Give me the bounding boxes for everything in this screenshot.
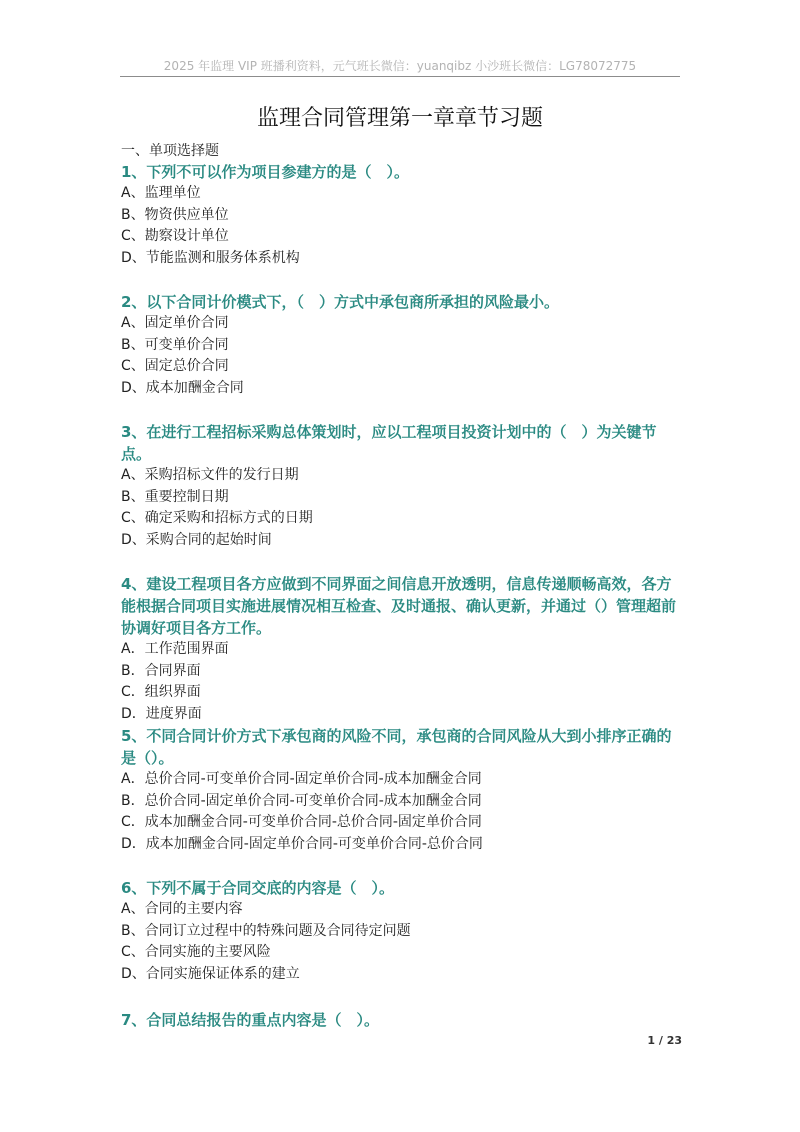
option-d: D、合同实施保证体系的建立 xyxy=(121,965,300,982)
option-a: A．工作范围界面 xyxy=(121,641,229,657)
option-b: B、可变单价合同 xyxy=(121,336,229,353)
option-d: D、成本加酬金合同 xyxy=(121,379,244,396)
option-b: B、物资供应单位 xyxy=(121,206,229,223)
question-stem: 5、不同合同计价方式下承包商的风险不同，承包商的合同风险从大到小排序正确的是（）。 xyxy=(121,727,672,767)
question-1 xyxy=(121,161,685,269)
option-c: C．组织界面 xyxy=(121,684,201,700)
document-title: 监理合同管理第一章章节习题 xyxy=(256,106,543,131)
question-7 xyxy=(121,1009,685,1031)
option-c: C、勘察设计单位 xyxy=(121,228,229,244)
option-b: B．总价合同-固定单价合同-可变单价合同-成本加酬金合同 xyxy=(121,792,482,809)
option-a: A、合同的主要内容 xyxy=(121,901,243,917)
option-b: B．合同界面 xyxy=(121,662,201,679)
option-d: D．成本加酬金合同-固定单价合同-可变单价合同-总价合同 xyxy=(121,835,483,852)
header-note: 2025 年监理 VIP 班播利资料，元气班长微信：yuanqibz 小沙班长微信：LG78072775 xyxy=(163,59,637,73)
option-c: C、确定采购和招标方式的日期 xyxy=(121,510,313,526)
question-stem: 6、下列不属于合同交底的内容是（ ）。 xyxy=(121,879,394,897)
document-body xyxy=(121,141,685,1031)
option-a: A、固定单价合同 xyxy=(121,315,229,331)
question-5 xyxy=(121,725,685,855)
option-a: A．总价合同-可变单价合同-固定单价合同-成本加酬金合同 xyxy=(121,771,482,787)
option-d: D．进度界面 xyxy=(121,705,202,722)
section-title: 一、单项选择题 xyxy=(121,143,219,159)
header-rule xyxy=(120,76,680,77)
option-b: B、重要控制日期 xyxy=(121,488,229,505)
page-number: 1 / 23 xyxy=(647,1034,682,1047)
question-4 xyxy=(121,573,685,725)
option-a: A、监理单位 xyxy=(121,185,201,201)
question-stem: 1、下列不可以作为项目参建方的是（ ）。 xyxy=(121,163,409,181)
option-d: D、采购合同的起始时间 xyxy=(121,531,272,548)
question-2 xyxy=(121,291,685,399)
question-6 xyxy=(121,877,685,985)
question-stem: 4、建设工程项目各方应做到不同界面之间信息开放透明，信息传递顺畅高效，各方能根据合同项目实施进展情况相互检查、及时通报、确认更新，并通过（）管理超前协调好项目各方工作。 xyxy=(121,575,677,637)
option-c: C．成本加酬金合同-可变单价合同-总价合同-固定单价合同 xyxy=(121,814,482,830)
option-b: B、合同订立过程中的特殊问题及合同待定问题 xyxy=(121,922,411,939)
option-d: D、节能监测和服务体系机构 xyxy=(121,249,300,266)
question-stem: 2、以下合同计价模式下，（ ）方式中承包商所承担的风险最小。 xyxy=(121,293,559,311)
question-stem: 3、在进行工程招标采购总体策划时，应以工程项目投资计划中的（ ）为关键节点。 xyxy=(121,423,657,463)
option-c: C、合同实施的主要风险 xyxy=(121,944,271,960)
option-c: C、固定总价合同 xyxy=(121,358,229,374)
option-a: A、采购招标文件的发行日期 xyxy=(121,467,299,483)
question-3 xyxy=(121,421,685,551)
question-stem: 7、合同总结报告的重点内容是（ ）。 xyxy=(121,1011,379,1029)
